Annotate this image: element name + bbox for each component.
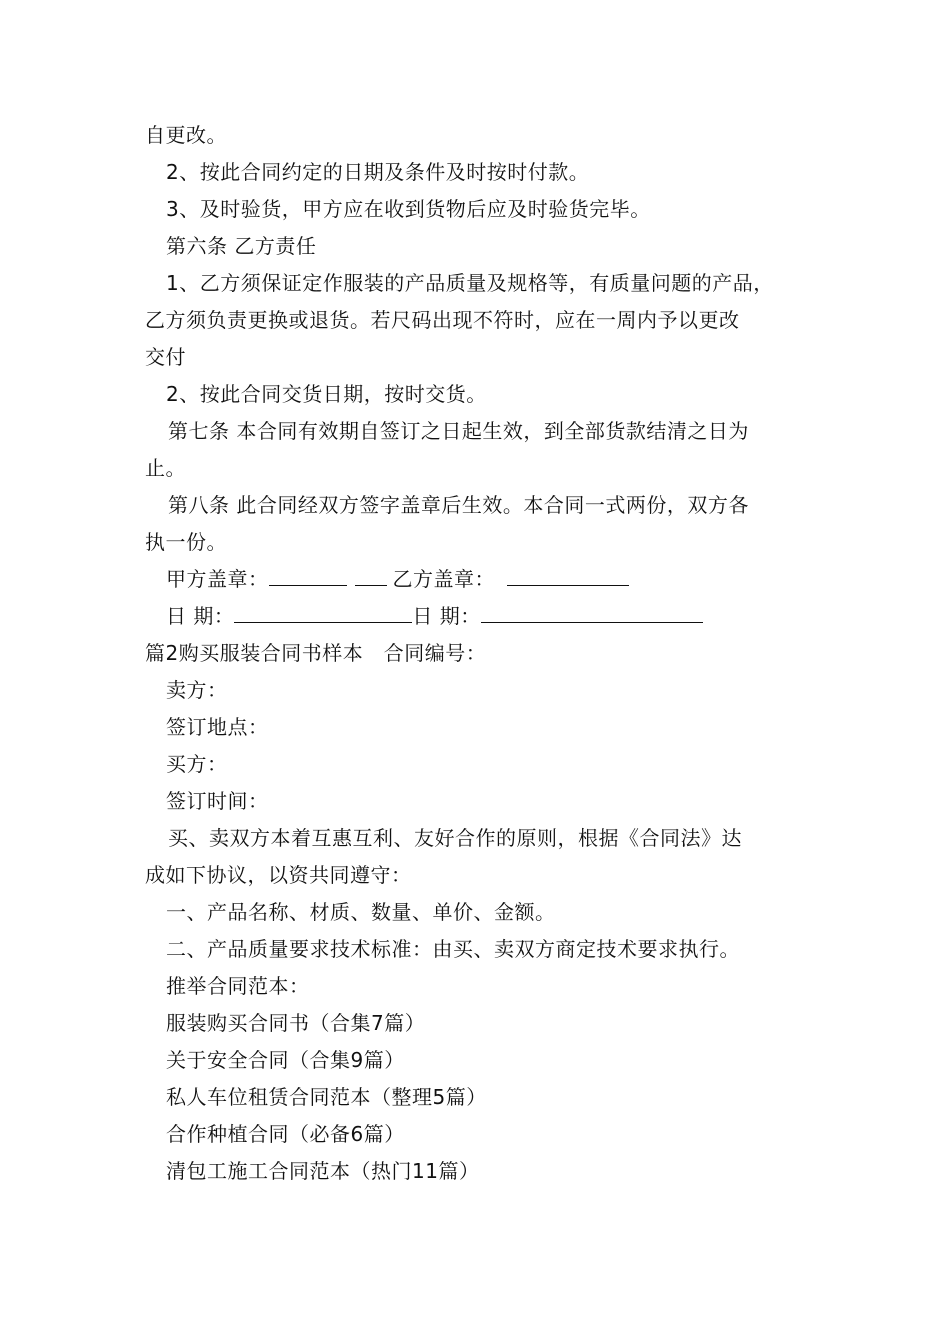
recommend-link[interactable]: 清包工施工合同范本（热门11篇）: [166, 1159, 480, 1183]
recommend-heading: 推举合同范本：: [166, 974, 310, 998]
paragraph-line: 一、产品名称、材质、数量、单价、金额。: [166, 900, 556, 924]
paragraph-line: 执一份。: [145, 530, 227, 554]
recommend-link[interactable]: 关于安全合同（合集9篇）: [166, 1048, 405, 1072]
date-row: [145, 598, 825, 635]
party-b-seal-blank: [507, 563, 629, 586]
paragraph-line: 第八条 此合同经双方签字盖章后生效。本合同一式两份，双方各: [168, 493, 749, 517]
paragraph-line: 买、卖双方本着互惠互利、友好合作的原则，根据《合同法》达: [168, 826, 742, 850]
seal-row: [145, 561, 825, 598]
paragraph-line: 乙方须负责更换或退货。若尺码出现不符时，应在一周内予以更改: [145, 308, 740, 332]
party-b-seal-label: 乙方盖章：: [392, 567, 495, 591]
date-blank-b: [481, 600, 703, 623]
paragraph-line: 交付: [145, 345, 186, 369]
paragraph-line: 止。: [145, 456, 186, 480]
recommend-link[interactable]: 合作种植合同（必备6篇）: [166, 1122, 405, 1146]
recommend-link[interactable]: 服装购买合同书（合集7篇）: [166, 1011, 426, 1035]
paragraph-line: 二、产品质量要求技术标准：由买、卖双方商定技术要求执行。: [166, 937, 740, 961]
section-heading: 第六条 乙方责任: [166, 234, 317, 258]
party-a-seal-blank-2: [355, 563, 387, 586]
field-label: 签订地点：: [166, 715, 269, 739]
field-label: 签订时间：: [166, 789, 269, 813]
paragraph-line: 1、乙方须保证定作服装的产品质量及规格等，有质量问题的产品，: [166, 271, 774, 295]
document-body: [145, 117, 825, 1190]
paragraph-line: 2、按此合同约定的日期及条件及时按时付款。: [166, 160, 590, 184]
paragraph-line: 自更改。: [145, 123, 227, 147]
paragraph-line: 第七条 本合同有效期自签订之日起生效，到全部货款结清之日为: [168, 419, 749, 443]
date-blank-a: [234, 600, 412, 623]
party-a-seal-label: 甲方盖章：: [166, 567, 269, 591]
party-a-seal-blank: [269, 563, 347, 586]
paragraph-line: 3、及时验货，甲方应在收到货物后应及时验货完毕。: [166, 197, 651, 221]
paragraph-line: 2、按此合同交货日期，按时交货。: [166, 382, 487, 406]
date-label-a: 日 期：: [166, 604, 235, 628]
paragraph-line: 成如下协议，以资共同遵守：: [145, 863, 412, 887]
field-label: 卖方：: [166, 678, 228, 702]
field-label: 买方：: [166, 752, 228, 776]
date-label-b: 日 期：: [412, 604, 481, 628]
section-title: 篇2购买服装合同书样本 合同编号：: [145, 641, 487, 665]
recommend-link[interactable]: 私人车位租赁合同范本（整理5篇）: [166, 1085, 487, 1109]
